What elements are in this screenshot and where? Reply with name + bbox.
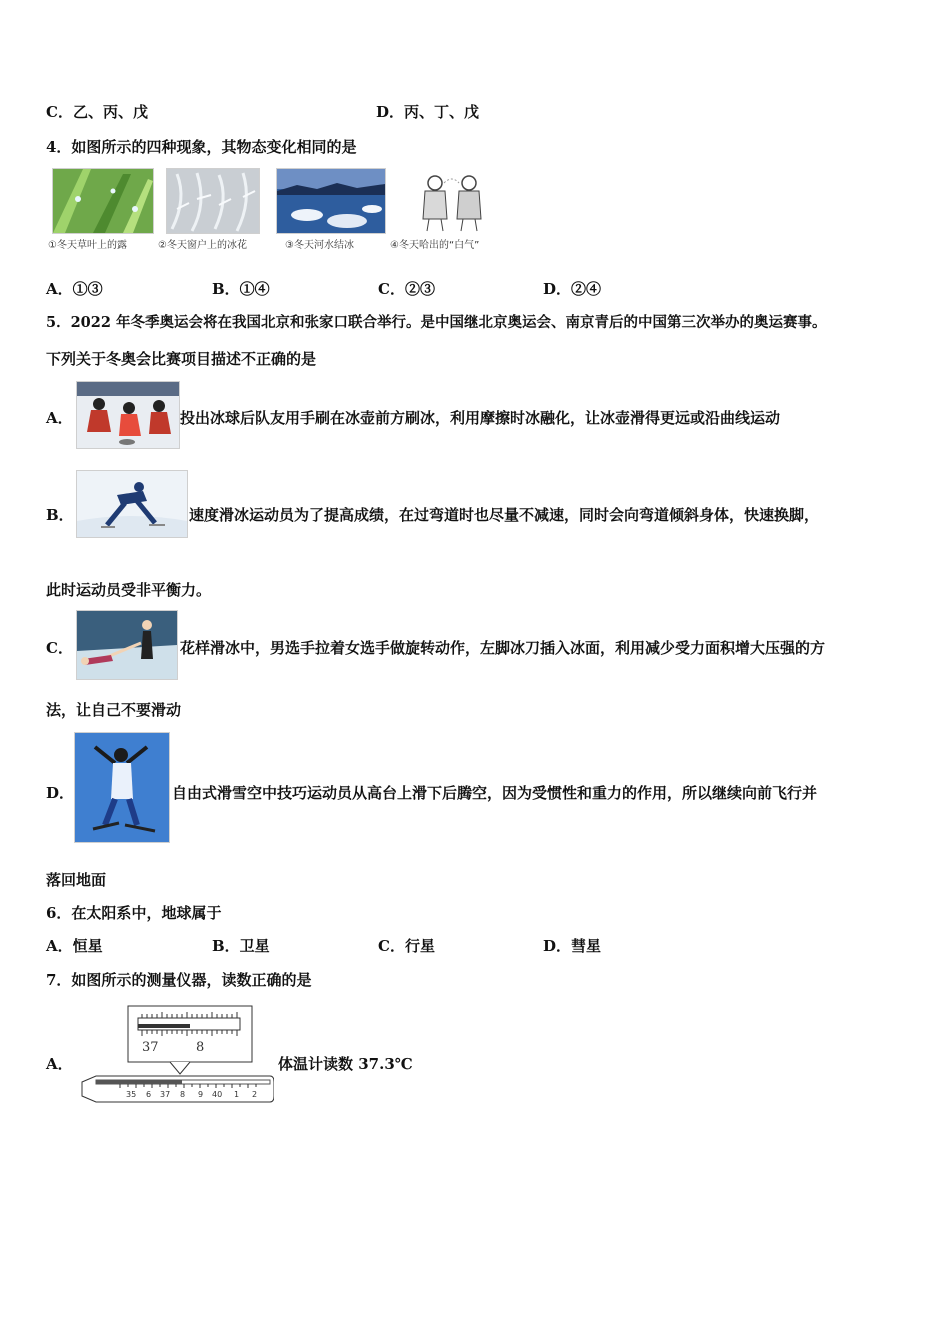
- zoom-label-8: 8: [196, 1040, 205, 1055]
- caption-4: ④冬天哈出的“白气”: [390, 240, 480, 251]
- scale-40: 40: [212, 1090, 223, 1099]
- q5-option-b-label: B．: [46, 506, 74, 524]
- caption-3: ③冬天河水结冰: [285, 240, 354, 251]
- q5-option-c-continued: 法，让自己不要滑动: [46, 701, 182, 719]
- q6-stem: 6．在太阳系中，地球属于: [46, 904, 222, 922]
- q6-option-d: D．彗星: [543, 937, 602, 955]
- q5-option-c-text: 花样滑冰中，男选手拉着女选手做旋转动作，左脚冰刀插入冰面，利用减少受力面积增大压强的方: [180, 639, 826, 657]
- q5-option-a-label: A．: [46, 409, 73, 427]
- scale-8: 8: [180, 1090, 186, 1099]
- q5-option-b-text: 速度滑冰运动员为了提高成绩，在过弯道时也尽量不减速，同时会向弯道倾斜身体，快速换脚，: [189, 506, 820, 524]
- scale-35: 35: [126, 1090, 137, 1099]
- q6-option-b: B．卫星: [212, 937, 270, 955]
- figure-skating-image: [76, 610, 178, 680]
- q7-option-a-label: A．: [46, 1055, 73, 1073]
- q4-option-d: D．②④: [543, 280, 602, 298]
- q5-stem-line2: 下列关于冬奥会比赛项目描述不正确的是: [46, 350, 317, 368]
- scale-6: 6: [146, 1090, 152, 1099]
- scale-9: 9: [198, 1090, 204, 1099]
- window-frost-image: [166, 168, 260, 234]
- breath-white-mist-image: [410, 168, 496, 234]
- zoom-label-37: 37: [142, 1040, 159, 1055]
- q5-option-a-text: 投出冰球后队友用手刷在冰壶前方刷冰，利用摩擦时冰融化，让冰壶滑得更远或沿曲线运动: [180, 409, 781, 427]
- curling-image: [76, 381, 180, 449]
- q7-option-a-text: 体温计读数 37.3℃: [278, 1055, 413, 1073]
- scale-37: 37: [160, 1090, 171, 1099]
- caption-2: ②冬天窗户上的冰花: [158, 240, 247, 251]
- speed-skating-image: [76, 470, 188, 538]
- q5-option-d-continued: 落回地面: [46, 871, 107, 889]
- q3-option-d: D．丙、丁、戊: [376, 103, 480, 121]
- q4-stem: 4．如图所示的四种现象，其物态变化相同的是: [46, 138, 357, 156]
- q3-option-c: C．乙、丙、戊: [46, 103, 148, 121]
- q7-stem: 7．如图所示的测量仪器，读数正确的是: [46, 971, 312, 989]
- q5-option-b-continued: 此时运动员受非平衡力。: [46, 581, 212, 599]
- scale-1: 1: [234, 1090, 240, 1099]
- dew-on-grass-image: [52, 168, 154, 234]
- scale-2: 2: [252, 1090, 258, 1099]
- q5-stem-line1: 5．2022 年冬季奥运会将在我国北京和张家口联合举行。是中国继北京奥运会、南京青后的中国第三次举办的奥运赛事。: [46, 314, 827, 331]
- clinical-thermometer-figure: [80, 1004, 274, 1106]
- q5-option-c-label: C．: [46, 639, 73, 657]
- q4-option-a: A．①③: [46, 280, 103, 298]
- q5-option-d-label: D．: [46, 784, 75, 802]
- caption-1: ①冬天草叶上的露: [48, 240, 127, 251]
- q5-option-d-text: 自由式滑雪空中技巧运动员从高台上滑下后腾空，因为受惯性和重力的作用，所以继续向前飞行并: [172, 784, 818, 802]
- frozen-river-image: [276, 168, 386, 234]
- q4-option-b: B．①④: [212, 280, 270, 298]
- aerial-skiing-image: [74, 732, 170, 843]
- q6-option-c: C．行星: [378, 937, 435, 955]
- q4-option-c: C．②③: [378, 280, 435, 298]
- q6-option-a: A．恒星: [46, 937, 103, 955]
